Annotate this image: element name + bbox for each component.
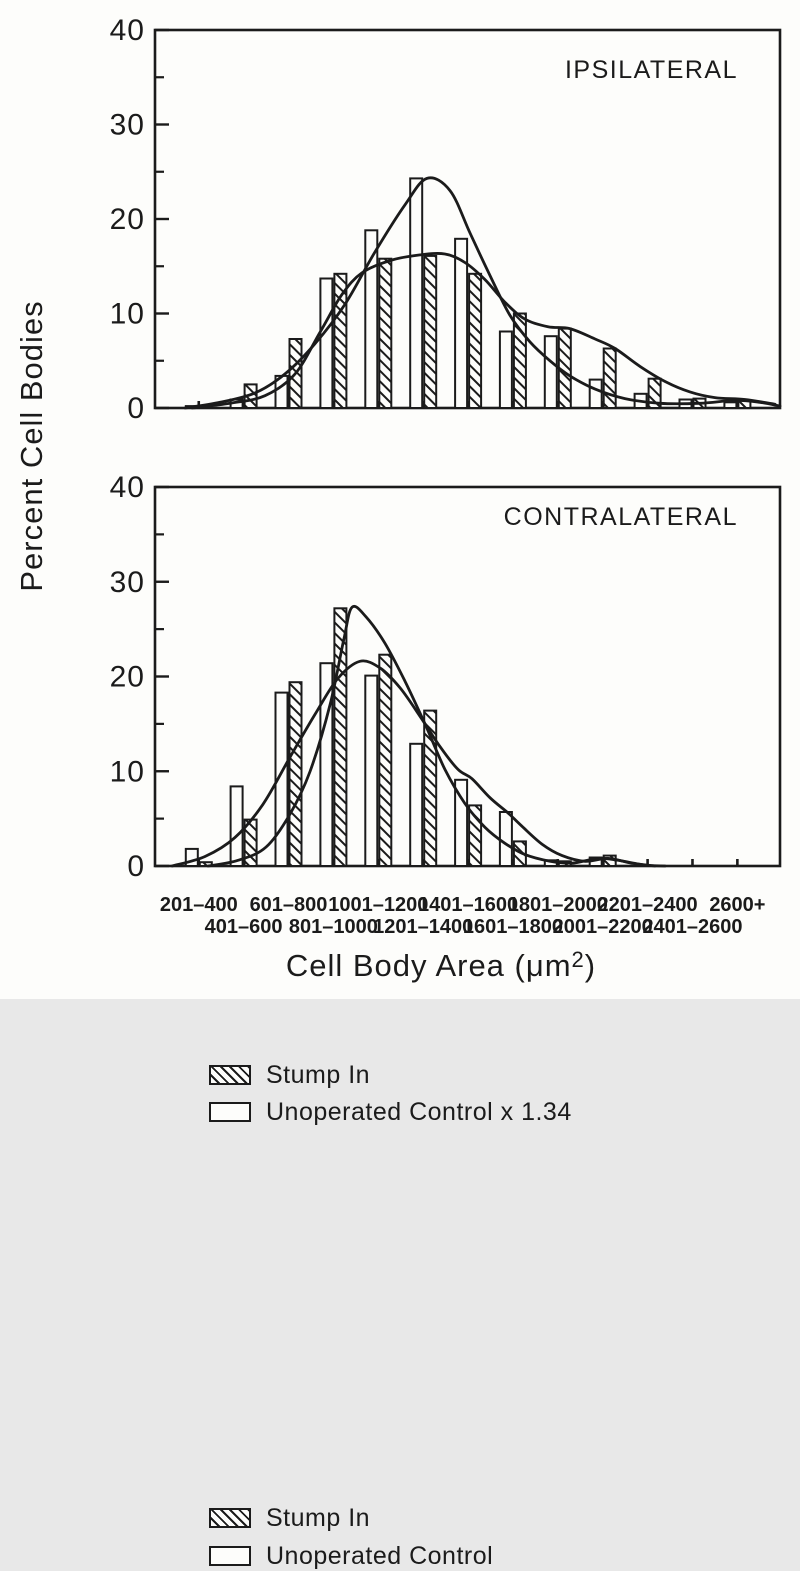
open-swatch	[209, 1102, 251, 1122]
legend-row-unoperated-control	[209, 1543, 493, 1569]
y-tick-label: 0	[127, 850, 145, 883]
legend-row-unoperated-control	[209, 1099, 572, 1125]
y-tick-label: 20	[109, 660, 145, 694]
y-tick-label: 10	[109, 297, 145, 331]
hatched-swatch	[209, 1508, 251, 1528]
x-tick-label: 801–1000	[288, 916, 378, 938]
y-tick-label: 30	[109, 565, 145, 599]
x-axis-title-superscript: 2	[571, 947, 585, 972]
y-tick-label: 20	[109, 203, 145, 236]
bar-unoperated-control	[724, 402, 736, 408]
x-tick-label: 2001–2200	[552, 916, 653, 938]
x-tick-label: 1801–2000	[507, 894, 608, 916]
x-tick-label: 601–800	[249, 894, 328, 916]
x-tick-label: 1601–1800	[462, 916, 563, 938]
bar-stump-in	[604, 349, 616, 409]
ipsilateral-panel-title: IPSILATERAL	[564, 56, 738, 84]
bar-unoperated-control	[365, 676, 377, 866]
contralateral-panel-title: CONTRALATERAL	[503, 503, 738, 531]
bar-unoperated-control	[500, 332, 512, 409]
bar-unoperated-control	[320, 279, 332, 409]
contralateral-panel	[110, 471, 780, 938]
hatched-swatch	[209, 1065, 251, 1085]
bar-unoperated-control	[500, 812, 512, 866]
x-axis-title-suffix: )	[584, 948, 597, 983]
legend-label: Stump In	[266, 1503, 371, 1532]
x-axis-title	[286, 948, 596, 984]
bar-stump-in	[469, 274, 481, 408]
x-tick-label: 1401–1600	[418, 894, 519, 916]
bar-stump-in	[334, 274, 346, 408]
legend-row-stump-in	[209, 1505, 370, 1531]
x-axis-title-unit: μm	[525, 948, 572, 983]
x-axis-title-prefix: Cell Body Area (	[285, 948, 526, 983]
x-tick-label: 1201–1400	[373, 916, 474, 938]
legend-label: Unoperated Control x 1.34	[266, 1097, 572, 1126]
bar-stump-in	[424, 256, 436, 408]
x-tick-label: 1001–1200	[328, 894, 429, 916]
bar-stump-in	[379, 259, 391, 408]
x-tick-label: 2201–2400	[597, 894, 698, 916]
open-swatch	[209, 1546, 251, 1566]
bar-unoperated-control	[410, 744, 422, 866]
x-tick-label: 401–600	[204, 916, 283, 938]
curve-unoperated-control-x-1-34	[185, 178, 780, 408]
bar-stump-in	[290, 682, 302, 866]
y-tick-label: 40	[109, 471, 145, 504]
y-tick-label: 40	[109, 14, 145, 47]
x-tick-label: 201–400	[159, 894, 238, 916]
bar-unoperated-control	[231, 786, 243, 866]
legend-label: Stump In	[266, 1060, 371, 1089]
bar-stump-in	[379, 655, 391, 866]
legend-row-stump-in	[209, 1062, 370, 1088]
bar-stump-in	[334, 608, 346, 866]
legend-label: Unoperated Control	[266, 1541, 494, 1570]
bar-unoperated-control	[545, 336, 557, 408]
y-tick-label: 10	[109, 755, 145, 789]
x-tick-label: 2401–2600	[642, 916, 743, 938]
bar-unoperated-control	[410, 178, 422, 408]
y-tick-label: 30	[109, 108, 145, 142]
bar-unoperated-control	[590, 380, 602, 408]
y-tick-label: 0	[127, 392, 145, 425]
x-tick-label: 2600+	[709, 894, 766, 916]
y-axis-title: Percent Cell Bodies	[14, 300, 49, 592]
